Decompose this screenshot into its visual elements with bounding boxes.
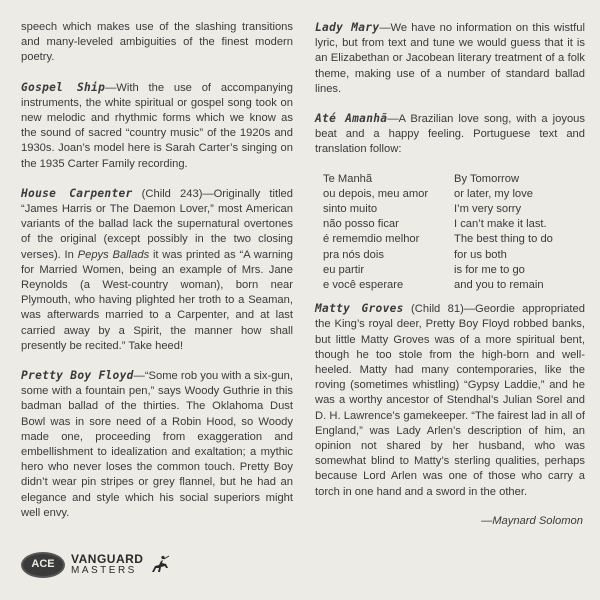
- lyric-line-pt: pra nós dois: [323, 248, 384, 261]
- lyric-line-pt: não posso ficar: [323, 218, 399, 231]
- english-lyrics: [454, 172, 585, 294]
- lyric-line-pt: é rememdio melhor: [323, 233, 420, 246]
- gospel-ship-text: —With the use of accompanying instruments, the white spiritual or gospel song took on new melodic and rhythmic forms which we know as the sound of sacred “country music” of the 1920s and 1930s. Joan’s model here is Sarah Carter’s singing on the 1935 Carter Family recording.: [21, 81, 294, 170]
- matty-groves-text: (Child 81)—Geordie appropriated the King’s royal deer, Pretty Boy Floyd robbed banks, but little Matty Groves was of a more spiritual bent, though he too stole from the high-born and well-heeled. Matty had many contemporaries, like the roving (sometimes whistling) “Gypsy Laddie,” and he was a worthy ancestor of Stendhal’s Julian Sorel and D. H. Lawrence’s gamekeeper. “The fairest lad in all of England,” was Lady Arlen’s description of him, an opinion not shared by her husband, who was somewhat blind to Matty’s sterling qualities, perhaps because Lord Arlen was one of those who carry a torch in one hand and a sword in the other.: [315, 303, 585, 498]
- lyric-line-en: The best thing to do: [454, 233, 553, 246]
- lyric-line-pt: eu partir: [323, 263, 365, 276]
- pretty-boy-floyd-text: —“Some rob you with a six-gun, some with a fountain pen,” says Woody Guthrie in this badman ballad of the thirties. The Oklahoma Dust Bowl was in sore need of a Robin Hood, so Woody made one, proceeding from exaggeration and embellishment to idealization and exaltation; a mythic hero who never loses the common touch. Pretty Boy didn’t wear pin stripes or grey flannel, but he had an elegance and style which his social superiors might well envy.: [21, 370, 293, 519]
- horse-rider-icon: [149, 554, 171, 576]
- ate-amanha-title: Até Amanhã: [315, 112, 388, 126]
- lyric-line-en: is for me to go: [454, 263, 525, 276]
- gospel-ship-title: Gospel Ship: [21, 80, 106, 94]
- lyric-line-en: By Tomorrow: [454, 172, 520, 185]
- lyric-line-en: I’m very sorry: [454, 203, 522, 216]
- matty-groves-title: Matty Groves: [315, 302, 404, 316]
- gospel-ship-paragraph: [21, 80, 293, 172]
- lady-mary-title: Lady Mary: [315, 21, 380, 34]
- lyrics-table: [323, 172, 585, 294]
- logo-wordmark: [71, 554, 143, 576]
- ace-badge: ACE: [21, 552, 65, 578]
- intro-paragraph: speech which makes use of the slashing transitions and many-leveled ambiguities of the finest modern poetry.: [21, 21, 293, 64]
- pepys-ballads-title: Pepys Ballads: [77, 248, 150, 261]
- house-carpenter-title: House Carpenter: [21, 186, 133, 200]
- pretty-boy-floyd-paragraph: [21, 368, 293, 521]
- house-carpenter-paragraph: [21, 186, 293, 354]
- lady-mary-paragraph: [315, 20, 585, 97]
- lady-mary-text: —We have no information on this wistful lyric, but from text and tune we would guess that it is an Elizabethan or Jacobean literary treatment of a folk theme, making use of a number of standard ballad lines.: [315, 22, 585, 95]
- logo-line-masters: MASTERS: [71, 565, 137, 576]
- portuguese-lyrics: [323, 172, 454, 294]
- ate-amanha-paragraph: [315, 111, 585, 158]
- pretty-boy-floyd-title: Pretty Boy Floyd: [21, 369, 134, 383]
- house-carpenter-text-a: (Child 243)—Originally titled “James Harris or The Daemon Lover,” most American variants of the ballad lack the supernatural overtones of the original (except possibly in the two closing verses). In: [21, 187, 293, 261]
- author-signature: —Maynard Solomon: [481, 514, 583, 527]
- vanguard-masters-logo: [21, 552, 171, 578]
- house-carpenter-text-b: it was printed as “A warning for Married Women, being an example of Mrs. Jane Reynolds (a West-country woman), born near Plymouth, who having plighted her troth to a Seaman, was afterwards married to a Carpenter, and at last carried away by a Spirit, the manner how shall presently be recited.” Take heed!: [21, 248, 293, 352]
- lyric-line-pt: e você esperare: [323, 279, 404, 292]
- lyric-line-en: and you to remain: [454, 279, 544, 292]
- lyric-line-pt: Te Manhã: [323, 172, 373, 185]
- logo-line-vanguard: VANGUARD: [71, 552, 144, 566]
- right-column: [315, 20, 585, 529]
- lyric-line-pt: ou depois, meu amor: [323, 187, 429, 200]
- left-column: [21, 20, 293, 535]
- lyric-line-pt: sinto muito: [323, 203, 378, 216]
- lyric-line-en: for us both: [454, 248, 507, 261]
- lyric-line-en: or later, my love: [454, 187, 533, 200]
- lyric-line-en: I can’t make it last.: [454, 218, 547, 231]
- matty-groves-paragraph: [315, 301, 585, 500]
- ate-amanha-text: —A Brazilian love song, with a joyous beat and a happy feeling. Portuguese text and translation follow:: [315, 113, 585, 156]
